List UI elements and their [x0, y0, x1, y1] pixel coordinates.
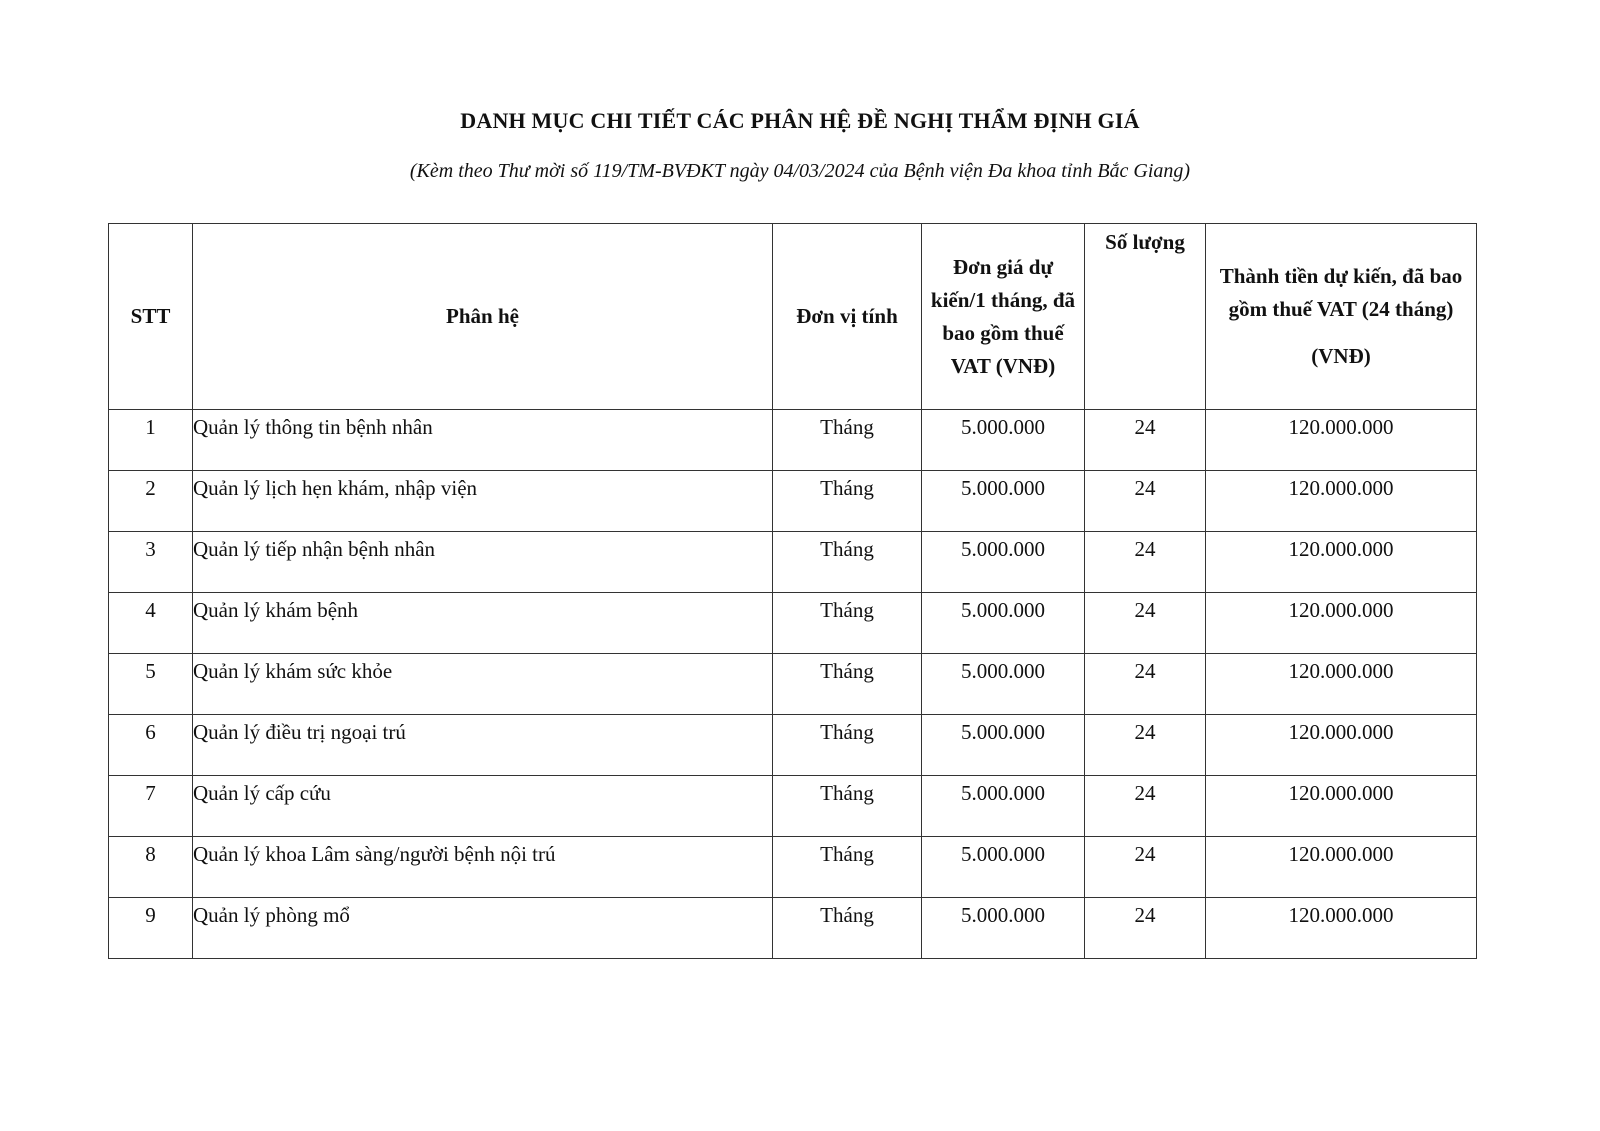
row-price: 5.000.000 — [922, 715, 1085, 776]
row-module: Quản lý cấp cứu — [193, 776, 773, 837]
row-stt: 5 — [109, 654, 193, 715]
row-total: 120.000.000 — [1206, 776, 1477, 837]
row-unit: Tháng — [773, 410, 922, 471]
row-stt: 1 — [109, 410, 193, 471]
document-title: DANH MỤC CHI TIẾT CÁC PHÂN HỆ ĐỀ NGHỊ THẨM ĐỊNH GIÁ — [460, 108, 1140, 133]
row-quantity: 24 — [1085, 410, 1206, 471]
row-stt: 6 — [109, 715, 193, 776]
table-row — [109, 471, 1477, 532]
row-module: Quản lý điều trị ngoại trú — [193, 715, 773, 776]
row-stt: 7 — [109, 776, 193, 837]
row-price: 5.000.000 — [922, 593, 1085, 654]
row-price: 5.000.000 — [922, 471, 1085, 532]
row-quantity: 24 — [1085, 776, 1206, 837]
header-total-currency: (VNĐ) — [1311, 344, 1371, 368]
header-stt: STT — [109, 224, 193, 410]
row-unit: Tháng — [773, 532, 922, 593]
row-unit: Tháng — [773, 776, 922, 837]
header-total-label: Thành tiền dự kiến, đã bao gồm thuế VAT (24 tháng) — [1219, 264, 1463, 321]
row-price: 5.000.000 — [922, 654, 1085, 715]
row-module: Quản lý khám bệnh — [193, 593, 773, 654]
table-header-row — [109, 224, 1477, 410]
row-module: Quản lý tiếp nhận bệnh nhân — [193, 532, 773, 593]
row-quantity: 24 — [1085, 837, 1206, 898]
row-module: Quản lý lịch hẹn khám, nhập viện — [193, 471, 773, 532]
row-unit: Tháng — [773, 471, 922, 532]
table-row — [109, 593, 1477, 654]
row-total: 120.000.000 — [1206, 898, 1477, 959]
module-price-table — [108, 223, 1477, 959]
row-quantity: 24 — [1085, 654, 1206, 715]
row-quantity: 24 — [1085, 898, 1206, 959]
row-unit: Tháng — [773, 654, 922, 715]
row-unit: Tháng — [773, 715, 922, 776]
table-row — [109, 715, 1477, 776]
row-price: 5.000.000 — [922, 532, 1085, 593]
row-quantity: 24 — [1085, 593, 1206, 654]
header-unit-price: Đơn giá dự kiến/1 tháng, đã bao gồm thuế VAT (VNĐ) — [922, 224, 1085, 410]
header-unit: Đơn vị tính — [773, 224, 922, 410]
row-unit: Tháng — [773, 837, 922, 898]
row-total: 120.000.000 — [1206, 715, 1477, 776]
row-module: Quản lý thông tin bệnh nhân — [193, 410, 773, 471]
row-stt: 9 — [109, 898, 193, 959]
header-total — [1206, 224, 1477, 410]
row-stt: 2 — [109, 471, 193, 532]
table-row — [109, 776, 1477, 837]
row-unit: Tháng — [773, 898, 922, 959]
row-stt: 8 — [109, 837, 193, 898]
row-price: 5.000.000 — [922, 837, 1085, 898]
row-total: 120.000.000 — [1206, 410, 1477, 471]
row-total: 120.000.000 — [1206, 593, 1477, 654]
row-total: 120.000.000 — [1206, 654, 1477, 715]
table-row — [109, 410, 1477, 471]
table-row — [109, 837, 1477, 898]
row-unit: Tháng — [773, 593, 922, 654]
table-row — [109, 898, 1477, 959]
row-total: 120.000.000 — [1206, 532, 1477, 593]
row-price: 5.000.000 — [922, 898, 1085, 959]
header-module: Phân hệ — [193, 224, 773, 410]
row-price: 5.000.000 — [922, 410, 1085, 471]
table-row — [109, 532, 1477, 593]
header-quantity: Số lượng — [1085, 224, 1206, 410]
row-quantity: 24 — [1085, 715, 1206, 776]
row-price: 5.000.000 — [922, 776, 1085, 837]
row-module: Quản lý khám sức khỏe — [193, 654, 773, 715]
row-total: 120.000.000 — [1206, 837, 1477, 898]
row-quantity: 24 — [1085, 471, 1206, 532]
row-module: Quản lý khoa Lâm sàng/người bệnh nội trú — [193, 837, 773, 898]
row-stt: 4 — [109, 593, 193, 654]
row-module: Quản lý phòng mổ — [193, 898, 773, 959]
row-stt: 3 — [109, 532, 193, 593]
row-total: 120.000.000 — [1206, 471, 1477, 532]
row-quantity: 24 — [1085, 532, 1206, 593]
table-row — [109, 654, 1477, 715]
document-subtitle: (Kèm theo Thư mời số 119/TM-BVĐKT ngày 04/03/2024 của Bệnh viện Đa khoa tỉnh Bắc Giang) — [409, 160, 1191, 182]
